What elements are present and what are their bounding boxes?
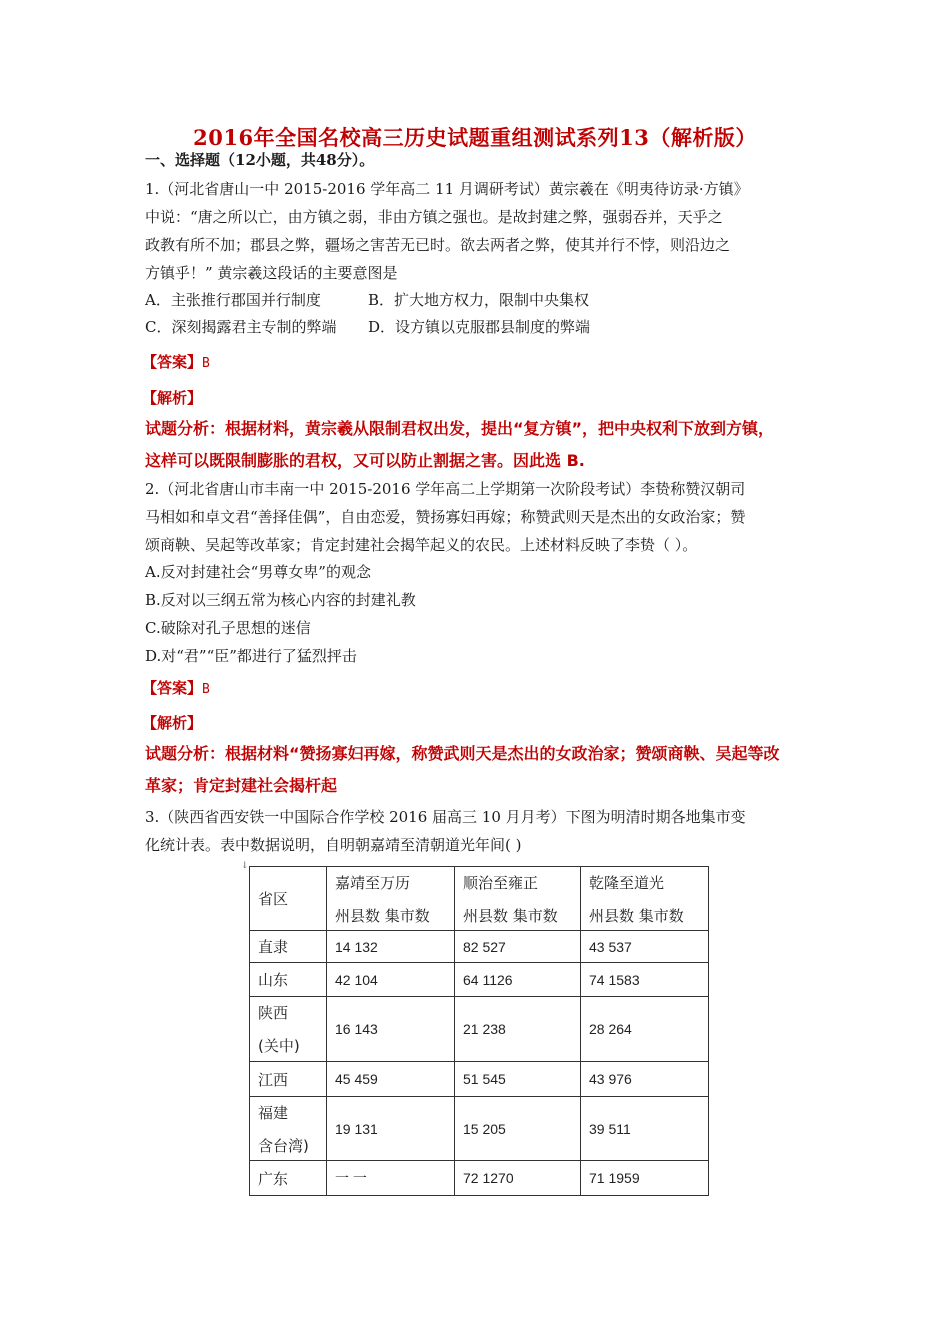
question-2-answer bbox=[142, 677, 210, 698]
answer-value: B bbox=[202, 682, 210, 697]
data-cell: 72 1270 bbox=[455, 1161, 581, 1196]
data-cell: 45 459 bbox=[327, 1062, 455, 1097]
province-line: (关中) bbox=[258, 1037, 300, 1055]
data-cell: 51 545 bbox=[455, 1062, 581, 1097]
question-3-line: 化统计表。表中数据说明，自明朝嘉靖至清朝道光年间( ) bbox=[145, 836, 522, 854]
data-cell: 43 976 bbox=[581, 1062, 709, 1097]
question-2-option-c: C.破除对孔子思想的迷信 bbox=[145, 619, 311, 637]
question-1-line: 方镇乎！” 黄宗羲这段话的主要意图是 bbox=[145, 264, 398, 282]
data-cell: 一 一 bbox=[327, 1161, 455, 1196]
data-cell: 64 1126 bbox=[455, 963, 581, 997]
period-label: 乾隆至道光 bbox=[589, 873, 665, 892]
question-1-option-d: D．设方镇以克服郡县制度的弊端 bbox=[368, 318, 591, 336]
province-line: 陕西 bbox=[258, 1004, 289, 1022]
table-row bbox=[250, 1062, 709, 1097]
question-1-analysis-line: 这样可以既限制膨胀的君权，又可以防止割据之害。因此选 B. bbox=[145, 451, 585, 470]
question-1-option-b: B．扩大地方权力，限制中央集权 bbox=[368, 291, 590, 309]
answer-label: 【答案】 bbox=[142, 679, 203, 697]
page-title: 2016年全国名校高三历史试题重组测试系列13（解析版） bbox=[193, 125, 757, 150]
header-period bbox=[455, 867, 581, 931]
question-2-analysis-line: 革家；肯定封建社会揭杆起 bbox=[145, 776, 338, 795]
header-period bbox=[581, 867, 709, 931]
header-period bbox=[327, 867, 455, 931]
data-cell: 74 1583 bbox=[581, 963, 709, 997]
question-1-option-a: A．主张推行郡国并行制度 bbox=[145, 291, 321, 309]
sub-header: 州县数 集市数 bbox=[463, 906, 558, 925]
table-row bbox=[250, 931, 709, 963]
data-cell: 16 143 bbox=[327, 997, 455, 1062]
province-cell: 广东 bbox=[250, 1161, 327, 1196]
question-1-analysis-label: 【解析】 bbox=[142, 389, 203, 407]
question-1-line: 中说：“唐之所以亡，由方镇之弱，非由方镇之强也。是故封建之弊，强弱吞并，天乎之 bbox=[145, 208, 723, 226]
data-cell: 71 1959 bbox=[581, 1161, 709, 1196]
table-row bbox=[250, 997, 709, 1062]
question-2-line: 马相如和卓文君“善择佳偶”，自由恋爱，赞扬寡妇再嫁；称赞武则天是杰出的女政治家；赞 bbox=[145, 508, 746, 526]
question-1-answer bbox=[142, 351, 210, 372]
question-1-option-c: C．深刻揭露君主专制的弊端 bbox=[145, 318, 337, 336]
answer-label: 【答案】 bbox=[142, 353, 203, 371]
header-province: 省区 bbox=[250, 867, 327, 931]
question-2-option-a: A.反对封建社会“男尊女卑”的观念 bbox=[145, 563, 371, 581]
province-cell: 山东 bbox=[250, 963, 327, 997]
question-1-line: 1.（河北省唐山一中 2015-2016 学年高二 11 月调研考试）黄宗羲在《明夷待访录·方镇》 bbox=[145, 180, 749, 198]
table-row bbox=[250, 963, 709, 997]
data-cell: 28 264 bbox=[581, 997, 709, 1062]
question-1-line: 政教有所不加；郡县之弊，疆场之害苦无已时。欲去两者之弊，使其并行不悖，则沿边之 bbox=[145, 236, 731, 254]
data-cell: 15 205 bbox=[455, 1097, 581, 1161]
table-row bbox=[250, 1161, 709, 1196]
question-2-option-b: B.反对以三纲五常为核心内容的封建礼教 bbox=[145, 591, 416, 609]
province-cell: 江西 bbox=[250, 1062, 327, 1097]
question-2-line: 颂商鞅、吴起等改革家；肯定封建社会揭竿起义的农民。上述材料反映了李贽（ ）。 bbox=[145, 536, 698, 554]
data-cell: 42 104 bbox=[327, 963, 455, 997]
paragraph-mark: ↓ bbox=[241, 861, 249, 871]
market-statistics-table bbox=[249, 866, 709, 1196]
data-cell: 43 537 bbox=[581, 931, 709, 963]
section-heading: 一、选择题（12小题，共48分）。 bbox=[145, 151, 375, 169]
question-2-analysis-line: 试题分析：根据材料“赞扬寡妇再嫁，称赞武则天是杰出的女政治家；赞颂商鞅、吴起等改 bbox=[145, 744, 780, 763]
data-cell: 19 131 bbox=[327, 1097, 455, 1161]
question-1-analysis-line: 试题分析：根据材料，黄宗羲从限制君权出发，提出“复方镇”，把中央权利下放到方镇， bbox=[145, 419, 775, 438]
sub-header: 州县数 集市数 bbox=[589, 906, 684, 925]
question-2-analysis-label: 【解析】 bbox=[142, 714, 203, 732]
question-2-line: 2.（河北省唐山市丰南一中 2015-2016 学年高二上学期第一次阶段考试）李贽称赞汉朝司 bbox=[145, 480, 746, 498]
province-cell bbox=[250, 1097, 327, 1161]
table-header-row bbox=[250, 867, 709, 931]
period-label: 嘉靖至万历 bbox=[335, 873, 411, 892]
period-label: 顺治至雍正 bbox=[463, 873, 539, 892]
data-cell: 82 527 bbox=[455, 931, 581, 963]
question-2-option-d: D.对“君”“臣”都进行了猛烈抨击 bbox=[145, 647, 357, 665]
province-line: 福建 bbox=[258, 1103, 289, 1122]
answer-value: B bbox=[202, 356, 210, 371]
sub-header: 州县数 集市数 bbox=[335, 906, 430, 925]
province-line: 含台湾) bbox=[258, 1136, 309, 1155]
data-cell: 21 238 bbox=[455, 997, 581, 1062]
data-cell: 14 132 bbox=[327, 931, 455, 963]
question-3-line: 3.（陕西省西安铁一中国际合作学校 2016 届高三 10 月月考）下图为明清时期各地集市变 bbox=[145, 808, 746, 826]
table-row bbox=[250, 1097, 709, 1161]
province-cell bbox=[250, 997, 327, 1062]
data-cell: 39 511 bbox=[581, 1097, 709, 1161]
province-cell: 直隶 bbox=[250, 931, 327, 963]
